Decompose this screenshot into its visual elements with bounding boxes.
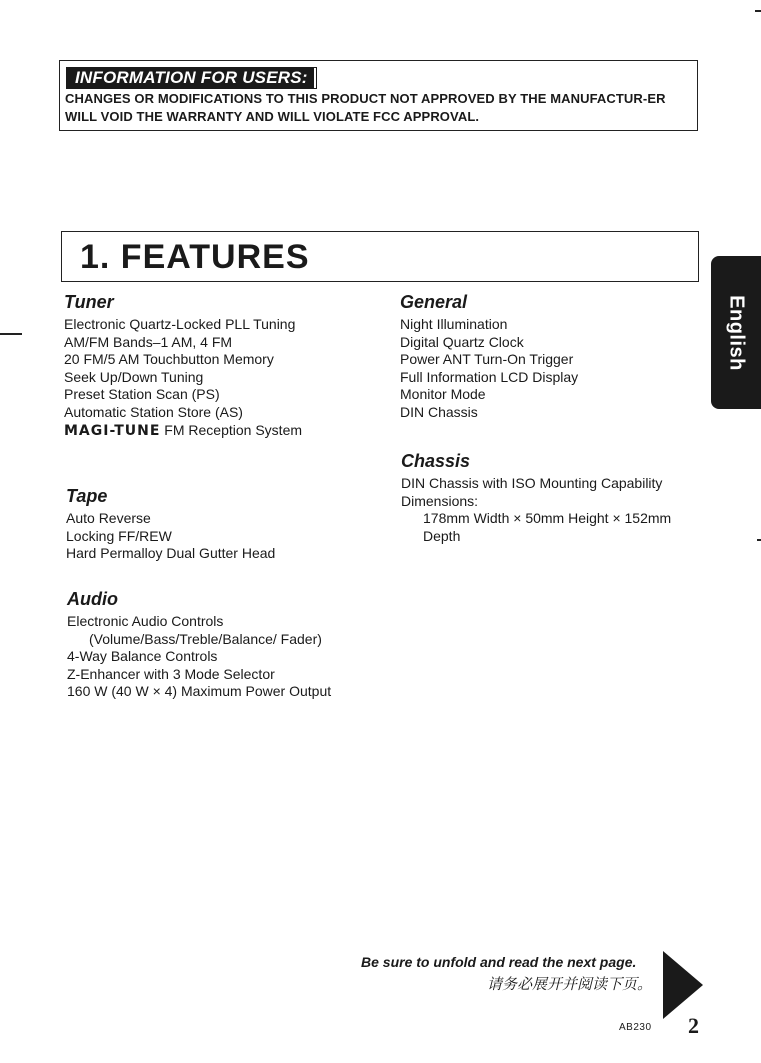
next-page-arrow-icon — [663, 951, 703, 1019]
scan-mark-top-right — [755, 10, 761, 12]
list-item: Dimensions: — [401, 492, 479, 509]
list-item: (Volume/Bass/Treble/Balance/ Fader) — [89, 630, 322, 647]
information-title: INFORMATION FOR USERS: — [67, 68, 316, 88]
tape-heading: Tape — [66, 486, 108, 506]
general-list — [400, 316, 578, 422]
tape-list — [66, 510, 275, 563]
magi-tune-logo: MAGI-TUNE — [64, 422, 161, 439]
scan-mark-right — [757, 539, 761, 541]
list-item: Full Information LCD Display — [400, 368, 579, 385]
general-heading: General — [400, 292, 468, 312]
list-item: AM/FM Bands–1 AM, 4 FM — [64, 333, 233, 350]
language-tab-label: English — [725, 294, 748, 371]
language-tab — [711, 256, 761, 409]
chassis-heading: Chassis — [401, 451, 471, 471]
scan-mark-left — [0, 333, 22, 335]
unfold-note-english: Be sure to unfold and read the next page. — [361, 954, 637, 970]
magi-tune-suffix: FM Reception System — [160, 421, 303, 438]
fcc-warning-text: CHANGES OR MODIFICATIONS TO THIS PRODUCT NOT APPROVED BY THE MANUFACTUR-ER WILL VOID THE WARRANTY AND WILL VIOLATE FCC APPROVAL. — [65, 91, 666, 124]
list-item: Automatic Station Store (AS) — [64, 403, 243, 420]
list-item: Hard Permalloy Dual Gutter Head — [66, 545, 276, 562]
model-code: AB230 — [619, 1022, 652, 1033]
features-header-box — [61, 231, 699, 282]
list-item: Locking FF/REW — [66, 527, 172, 544]
features-title: 1. FEATURES — [80, 238, 310, 276]
list-item: Z-Enhancer with 3 Mode Selector — [67, 665, 275, 682]
list-item: Power ANT Turn-On Trigger — [400, 351, 574, 368]
list-item: Night Illumination — [400, 316, 508, 332]
list-item: Auto Reverse — [66, 510, 151, 526]
list-item: Monitor Mode — [400, 386, 486, 403]
chassis-list — [401, 475, 671, 545]
list-item: Electronic Quartz-Locked PLL Tuning — [64, 316, 296, 332]
list-item: 160 W (40 W × 4) Maximum Power Output — [67, 683, 332, 700]
list-item: Seek Up/Down Tuning — [64, 368, 204, 385]
page-number: 2 — [688, 1013, 699, 1038]
list-item: DIN Chassis — [400, 403, 478, 420]
list-item: 20 FM/5 AM Touchbutton Memory — [64, 351, 274, 368]
list-item: DIN Chassis with ISO Mounting Capability — [401, 475, 663, 491]
list-item: Preset Station Scan (PS) — [64, 386, 220, 403]
list-item: 178mm Width × 50mm Height × 152mm — [423, 510, 672, 527]
list-item-magi-tune — [64, 422, 302, 441]
unfold-note-chinese: 请务必展开并阅读下页。 — [487, 976, 653, 993]
list-item: 4-Way Balance Controls — [67, 648, 218, 665]
audio-list — [67, 613, 331, 701]
tuner-list — [64, 316, 302, 440]
audio-heading: Audio — [67, 589, 118, 609]
list-item: Depth — [423, 527, 461, 544]
list-item: Electronic Audio Controls — [67, 613, 224, 629]
list-item: Digital Quartz Clock — [400, 333, 524, 350]
tuner-heading: Tuner — [64, 292, 114, 312]
information-box — [59, 60, 698, 131]
